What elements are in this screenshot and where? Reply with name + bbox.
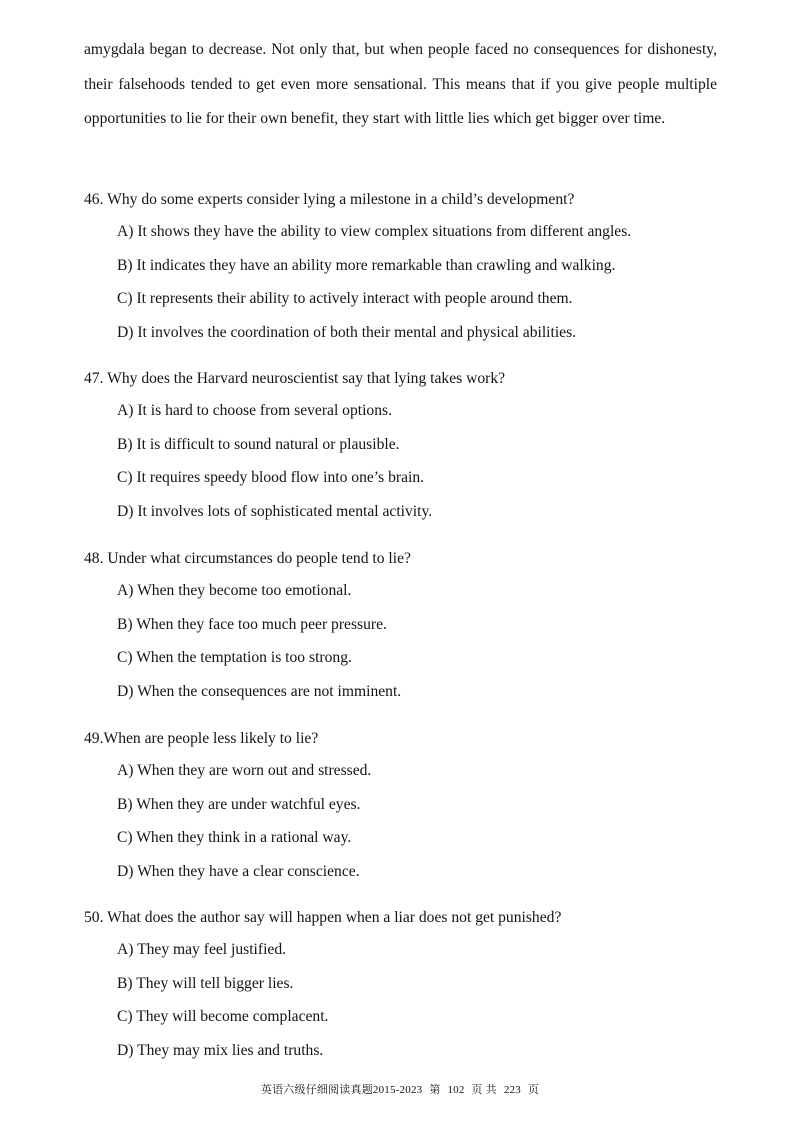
option-list — [84, 581, 724, 702]
question-stem: 46. Why do some experts consider lying a milestone in a child’s development? — [84, 191, 575, 208]
option-c: C) It requires speedy blood flow into one’s brain. — [117, 469, 425, 487]
option-a: A) They may feel justified. — [117, 941, 287, 958]
option-list — [84, 761, 724, 882]
option-a: A) It is hard to choose from several options. — [117, 402, 392, 419]
question-stem: 48. Under what circumstances do people tend to lie? — [84, 550, 411, 567]
option-b: B) When they face too much peer pressure. — [117, 615, 387, 633]
question-stem: 49.When are people less likely to lie? — [84, 730, 319, 747]
question-46 — [84, 190, 724, 343]
option-d: D) They may mix lies and truths. — [117, 1041, 324, 1059]
footer-page-number: 102 — [447, 1084, 465, 1096]
option-b: B) They will tell bigger lies. — [117, 974, 294, 992]
option-b: B) It indicates they have an ability more remarkable than crawling and walking. — [117, 256, 616, 274]
option-c: C) When they think in a rational way. — [117, 829, 352, 847]
footer-total-pages: 223 — [503, 1084, 521, 1096]
page-footer — [0, 1083, 800, 1097]
question-48 — [84, 549, 724, 702]
footer-page-mid: 页 共 — [471, 1084, 497, 1096]
question-stem: 47. Why does the Harvard neuroscientist say that lying takes work? — [84, 370, 506, 387]
option-c: C) They will become complacent. — [117, 1008, 329, 1026]
question-49 — [84, 729, 724, 882]
option-d: D) It involves lots of sophisticated mental activity. — [117, 502, 433, 520]
option-a: A) When they become too emotional. — [117, 582, 352, 599]
option-b: B) When they are under watchful eyes. — [117, 795, 361, 813]
option-a: A) It shows they have the ability to view complex situations from different angles. — [117, 223, 632, 240]
option-b: B) It is difficult to sound natural or plausible. — [117, 435, 400, 453]
option-d: D) When they have a clear conscience. — [117, 862, 360, 880]
passage-paragraph: amygdala began to decrease. Not only that, but when people faced no consequences for dishonesty, their falsehoods tended to get even more sensational. This means that if you give people multiple opportunities to lie for their own benefit, they start with little lies which get bigger over time. — [84, 41, 717, 127]
question-50 — [84, 908, 724, 1061]
footer-page-prefix: 第 — [429, 1084, 441, 1096]
option-c: C) It represents their ability to actively interact with people around them. — [117, 290, 573, 308]
option-list — [84, 222, 724, 343]
option-list — [84, 401, 724, 522]
question-stem: 50. What does the author say will happen when a liar does not get punished? — [84, 909, 562, 926]
footer-page-suffix: 页 — [527, 1084, 540, 1096]
option-d: D) When the consequences are not imminent. — [117, 682, 402, 700]
option-c: C) When the temptation is too strong. — [117, 649, 352, 667]
option-d: D) It involves the coordination of both their mental and physical abilities. — [117, 323, 577, 341]
footer-title: 英语六级仔细阅读真题2015-2023 — [260, 1084, 423, 1096]
question-47 — [84, 369, 724, 522]
option-a: A) When they are worn out and stressed. — [117, 762, 372, 779]
option-list — [84, 940, 724, 1061]
